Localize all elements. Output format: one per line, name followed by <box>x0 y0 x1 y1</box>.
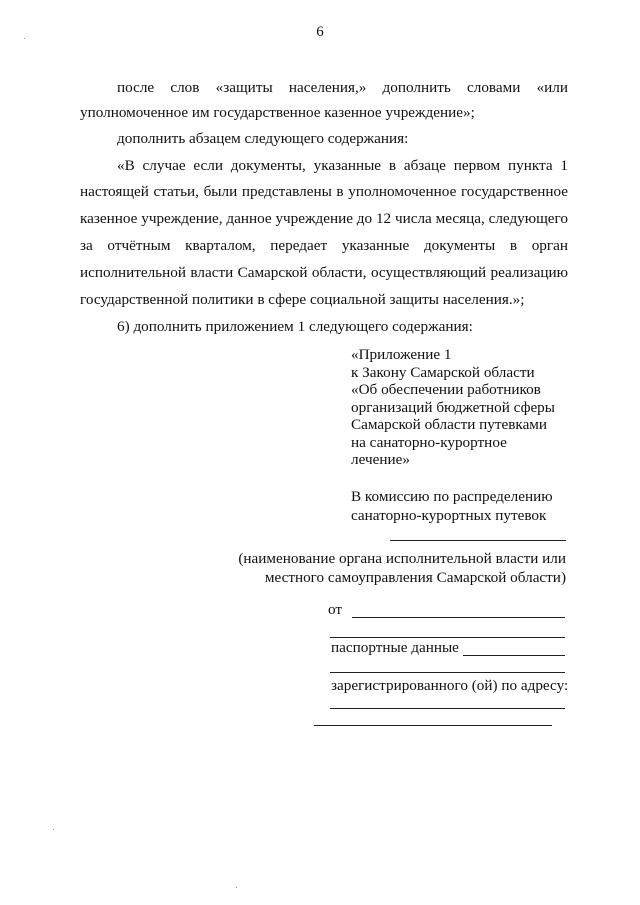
quote-line: государственной политики в сфере социальной защиты населения.»; <box>80 291 525 308</box>
list-item-6: 6) дополнить приложением 1 следующего содержания: <box>117 318 473 335</box>
appendix-header-line: «Об обеспечении работников <box>351 381 541 398</box>
appendix-header-line: «Приложение 1 <box>351 346 452 363</box>
paragraph-line: уполномоченное им государственное казенное учреждение»; <box>80 104 475 121</box>
appendix-header-line: лечение» <box>351 451 410 468</box>
page-number: 6 <box>316 24 324 40</box>
addressee-blank-line <box>390 540 566 541</box>
passport-blank-line <box>463 655 565 656</box>
quote-line: «В случае если документы, указанные в абзаце первом пункта 1 <box>117 157 568 174</box>
paragraph-line: дополнить абзацем следующего содержания: <box>117 130 409 147</box>
quote-line: за отчётным кварталом, передает указанные документы в орган <box>80 237 568 254</box>
scan-speck <box>24 38 25 39</box>
passport-blank-line-2 <box>330 672 565 673</box>
quote-line: настоящей статьи, были представлены в уполномоченное государственное <box>80 183 568 200</box>
quote-line: исполнительной власти Самарской области, осуществляющий реализацию <box>80 264 568 281</box>
from-blank-line-2 <box>330 637 565 638</box>
address-blank-line <box>330 708 565 709</box>
appendix-header-line: организаций бюджетной сферы <box>351 399 555 416</box>
passport-label: паспортные данные <box>331 639 459 656</box>
addressee-caption-line: местного самоуправления Самарской области) <box>264 569 566 586</box>
registered-label: зарегистрированного (ой) по адресу: <box>331 677 569 694</box>
address-blank-line-2 <box>314 725 552 726</box>
quote-line: казенное учреждение, данное учреждение до 12 числа месяца, следующего <box>80 210 568 227</box>
scan-speck <box>236 887 237 888</box>
scan-speck <box>53 829 54 830</box>
from-blank-line <box>352 617 565 618</box>
addressee-line: санаторно-курортных путевок <box>351 507 547 524</box>
appendix-header-line: к Закону Самарской области <box>351 364 535 381</box>
appendix-header-line: Самарской области путевками <box>351 416 548 433</box>
addressee-line: В комиссию по распределению <box>351 488 553 505</box>
paragraph-line: после слов «защиты населения,» дополнить словами «или <box>117 79 568 96</box>
from-label: от <box>328 601 343 618</box>
addressee-caption-line: (наименование органа исполнительной власти или <box>238 550 566 567</box>
appendix-header-line: на санаторно-курортное <box>351 434 507 451</box>
